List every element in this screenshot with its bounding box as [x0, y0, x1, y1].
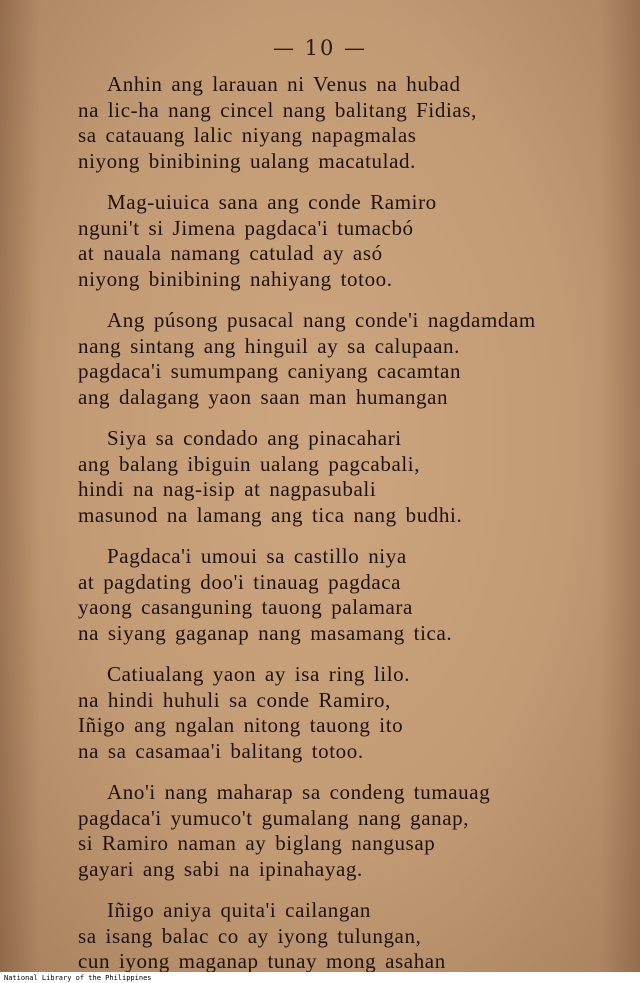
poem-line: masunod na lamang ang tica nang budhi. [78, 502, 463, 527]
poem-line: na hindi huhuli sa conde Ramiro, [78, 687, 391, 712]
poem [78, 72, 618, 972]
poem-line: gayari ang sabi na ipinahayag. [78, 856, 363, 881]
poem-line: hindi na nag-isip at nagpasubali [78, 477, 377, 501]
poem-line: sa catauang lalic niyang napagmalas [78, 123, 417, 147]
poem-line: at nauala namang catulad ay asó [78, 241, 383, 265]
poem-line: na siyang gaganap nang masamang tica. [78, 620, 453, 645]
poem-line: ang dalagang yaon saan man humangan [78, 384, 449, 409]
stanza [78, 662, 618, 764]
poem-line: yaong casanguning tauong palamara [78, 595, 413, 619]
poem-line: Pagdaca'i umoui sa castillo niya [107, 544, 407, 568]
poem-line: Mag-uiuica sana ang conde Ramiro [107, 190, 437, 214]
stanza [78, 72, 618, 174]
stanza [78, 780, 618, 882]
stanza [78, 190, 618, 292]
poem-line: pagdaca'i yumuco't gumalang nang ganap, [78, 805, 470, 830]
poem-line: niyong binibining ualang macatulad. [78, 148, 416, 173]
poem-line: Catiualang yaon ay isa ring lilo. [107, 662, 411, 686]
library-credit: National Library of the Philippines [4, 974, 152, 982]
poem-line: Anhin ang larauan ni Venus na hubad [107, 72, 461, 96]
stanza [78, 308, 618, 410]
poem-line: Ang púsong pusacal nang conde'i nagdamdam [107, 308, 536, 332]
poem-line: na sa casamaa'i balitang totoo. [78, 738, 364, 763]
poem-line: na lic-ha nang cincel nang balitang Fidias, [78, 97, 477, 122]
poem-line: sa isang balac co ay iyong tulungan, [78, 923, 422, 948]
poem-line: Siya sa condado ang pinacahari [107, 426, 402, 450]
poem-line: niyong binibining nahiyang totoo. [78, 266, 393, 291]
poem-line: pagdaca'i sumumpang caniyang cacamtan [78, 359, 462, 383]
poem-line: cun iyong maganap tunay mong asahan [78, 949, 446, 972]
stanza [78, 544, 618, 646]
stanza [78, 898, 618, 972]
poem-line: Iñigo ang ngalan nitong tauong ito [78, 713, 404, 737]
poem-line: Iñigo aniya quita'i cailangan [107, 898, 372, 922]
poem-line: nang sintang ang hinguil ay sa calupaan. [78, 333, 460, 358]
page-number: — 10 — [272, 36, 368, 60]
stanza [78, 426, 618, 528]
poem-line: nguni't si Jimena pagdaca'i tumacbó [78, 215, 414, 240]
poem-line: Ano'i nang maharap sa condeng tumauag [107, 780, 491, 804]
poem-line: at pagdating doo'i tinauag pagdaca [78, 569, 402, 594]
poem-line: ang balang ibiguin ualang pagcabali, [78, 451, 421, 476]
poem-line: si Ramiro naman ay biglang nangusap [78, 831, 436, 855]
